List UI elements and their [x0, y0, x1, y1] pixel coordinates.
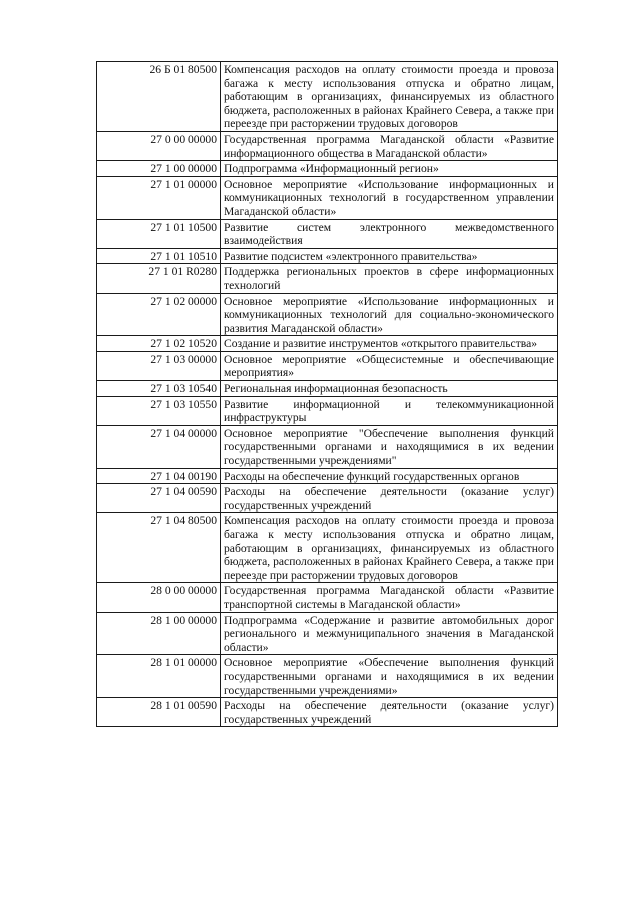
table-row — [97, 351, 558, 380]
table-row — [97, 484, 558, 513]
row-code: 27 1 04 80500 — [97, 513, 221, 583]
table-row — [97, 655, 558, 698]
row-code: 27 1 04 00590 — [97, 484, 221, 513]
table-row — [97, 612, 558, 655]
row-name: Расходы на обеспечение деятельности (оказание услуг) государственных учреждений — [221, 698, 558, 727]
row-name: Региональная информационная безопасность — [221, 381, 558, 397]
table-row — [97, 698, 558, 727]
row-name: Государственная программа Магаданской области «Развитие транспортной системы в Магаданской области» — [221, 583, 558, 612]
row-code: 28 1 00 00000 — [97, 612, 221, 655]
row-name: Подпрограмма «Информационный регион» — [221, 161, 558, 177]
row-name: Расходы на обеспечение деятельности (оказание услуг) государственных учреждений — [221, 484, 558, 513]
row-name: Компенсация расходов на оплату стоимости проезда и провоза багажа к месту использования отпуска и обратно лицам, работающим в организациях, финансируемых из областного бюджета, расположенных в районах Крайнего Севера, а также при переезде при расторжении трудовых договоров — [221, 62, 558, 132]
row-name: Основное мероприятие «Общесистемные и обеспечивающие мероприятия» — [221, 351, 558, 380]
table-row — [97, 396, 558, 425]
row-code: 27 1 04 00000 — [97, 425, 221, 468]
row-code: 27 1 04 00190 — [97, 468, 221, 484]
row-name: Развитие подсистем «электронного правительства» — [221, 248, 558, 264]
table-row — [97, 293, 558, 336]
table-row — [97, 264, 558, 293]
row-name: Поддержка региональных проектов в сфере информационных технологий — [221, 264, 558, 293]
table-row — [97, 176, 558, 219]
table-row — [97, 425, 558, 468]
row-name: Государственная программа Магаданской области «Развитие информационного общества в Магаданской области» — [221, 131, 558, 160]
row-code: 27 0 00 00000 — [97, 131, 221, 160]
table-row — [97, 468, 558, 484]
row-name: Расходы на обеспечение функций государственных органов — [221, 468, 558, 484]
table-row — [97, 62, 558, 132]
row-code: 28 1 01 00000 — [97, 655, 221, 698]
row-name: Развитие систем электронного межведомственного взаимодействия — [221, 219, 558, 248]
table-row — [97, 336, 558, 352]
row-name: Основное мероприятие «Использование информационных и коммуникационных технологий для социально-экономического развития Магаданской области» — [221, 293, 558, 336]
row-name: Компенсация расходов на оплату стоимости проезда и провоза багажа к месту использования отпуска и обратно лицам, работающим в организациях, финансируемых из областного бюджета, расположенных в районах Крайнего Севера, а также при переезде при расторжении трудовых договоров — [221, 513, 558, 583]
row-code: 26 Б 01 80500 — [97, 62, 221, 132]
row-name: Развитие информационной и телекоммуникационной инфраструктуры — [221, 396, 558, 425]
row-code: 27 1 01 10510 — [97, 248, 221, 264]
table-row — [97, 381, 558, 397]
row-code: 27 1 01 R0280 — [97, 264, 221, 293]
row-code: 27 1 01 00000 — [97, 176, 221, 219]
row-name: Подпрограмма «Содержание и развитие автомобильных дорог регионального и межмуниципального значения в Магаданской области» — [221, 612, 558, 655]
table-row — [97, 131, 558, 160]
row-name: Создание и развитие инструментов «открытого правительства» — [221, 336, 558, 352]
table-row — [97, 248, 558, 264]
row-code: 28 1 01 00590 — [97, 698, 221, 727]
row-code: 27 1 02 10520 — [97, 336, 221, 352]
row-code: 27 1 03 10550 — [97, 396, 221, 425]
row-code: 28 0 00 00000 — [97, 583, 221, 612]
row-code: 27 1 03 10540 — [97, 381, 221, 397]
row-code: 27 1 02 00000 — [97, 293, 221, 336]
table-row — [97, 161, 558, 177]
row-name: Основное мероприятие «Использование информационных и коммуникационных технологий в государственном управлении Магаданской области» — [221, 176, 558, 219]
row-name: Основное мероприятие «Обеспечение выполнения функций государственными органами и находящимися в их ведении государственными учреждениями» — [221, 655, 558, 698]
row-code: 27 1 03 00000 — [97, 351, 221, 380]
row-name: Основное мероприятие "Обеспечение выполнения функций государственными органами и находящимися в их ведении государственными учреждениями" — [221, 425, 558, 468]
row-code: 27 1 01 10500 — [97, 219, 221, 248]
table-row — [97, 583, 558, 612]
row-code: 27 1 00 00000 — [97, 161, 221, 177]
table-row — [97, 513, 558, 583]
budget-classification-table — [96, 61, 558, 727]
table-row — [97, 219, 558, 248]
